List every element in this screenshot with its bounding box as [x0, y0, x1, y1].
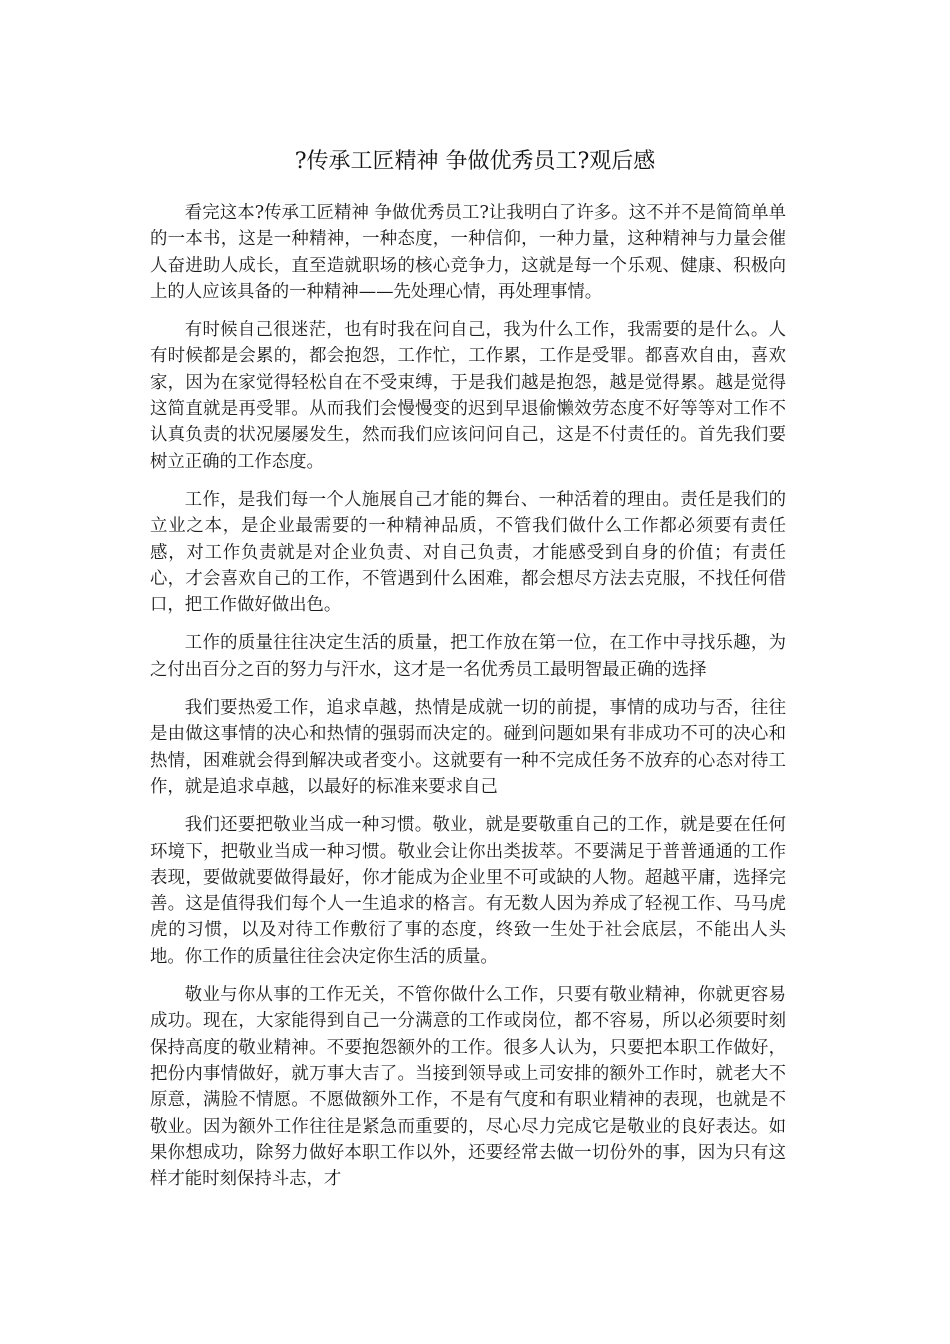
- paragraph: 工作的质量往往决定生活的质量，把工作放在第一位，在工作中寻找乐趣，为之付出百分之百的努力与汗水，这才是一名优秀员工最明智最正确的选择: [150, 633, 786, 680]
- paragraph: 工作，是我们每一个人施展自己才能的舞台、一种活着的理由。责任是我们的立业之本，是企业最需要的一种精神品质，不管我们做什么工作都必须要有责任感，对工作负责就是对企业负责、对自己负责，才能感受到自身的价值；有责任心，才会喜欢自己的工作，不管遇到什么困难，都会想尽方法去克服，不找任何借口，把工作做好做出色。: [150, 489, 786, 616]
- paragraph: 我们还要把敬业当成一种习惯。敬业，就是要敬重自己的工作，就是要在任何环境下，把敬业当成一种习惯。敬业会让你出类拔萃。不要满足于普普通通的工作表现，要做就要做得最好，你才能成为企业里不可或缺的人物。超越平庸，选择完善。这是值得我们每个人一生追求的格言。有无数人因为养成了轻视工作、马马虎虎的习惯，以及对待工作敷衍了事的态度，终致一生处于社会底层，不能出人头地。你工作的质量往往会决定你生活的质量。: [150, 815, 786, 967]
- paragraph: 我们要热爱工作，追求卓越，热情是成就一切的前提，事情的成功与否，往往是由做这事情的决心和热情的强弱而决定的。碰到问题如果有非成功不可的决心和热情，困难就会得到解决或者变小。这就要有一种不完成任务不放弃的心态对待工作，就是追求卓越，以最好的标准来要求自己: [150, 698, 786, 797]
- paragraph: 敬业与你从事的工作无关，不管你做什么工作，只要有敬业精神，你就更容易成功。现在，大家能得到自己一分满意的工作或岗位，都不容易，所以必须要时刻保持高度的敬业精神。不要抱怨额外的工作。很多人认为，只要把本职工作做好，把份内事情做好，就万事大吉了。当接到领导或上司安排的额外工作时，就老大不原意，满脸不情愿。不愿做额外工作，不是有气度和有职业精神的表现，也就是不敬业。因为额外工作往往是紧急而重要的，尽心尽力完成它是敬业的良好表达。如果你想成功，除努力做好本职工作以外，还要经常去做一切份外的事，因为只有这样才能时刻保持斗志，才: [150, 985, 786, 1190]
- document-body: [150, 200, 786, 1204]
- paragraph: 看完这本?传承工匠精神 争做优秀员工?让我明白了许多。这不并不是简简单单的一本书，这是一种精神，一种态度，一种信仰，一种力量，这种精神与力量会催人奋进助人成长，直至造就职场的核心竞争力，这就是每一个乐观、健康、积极向上的人应该具备的一种精神——先处理心情，再处理事情。: [150, 203, 786, 302]
- page-title: ?传承工匠精神 争做优秀员工?观后感: [294, 149, 656, 174]
- paragraph: 有时候自己很迷茫，也有时我在问自己，我为什么工作，我需要的是什么。人有时候都是会累的，都会抱怨，工作忙，工作累，工作是受罪。都喜欢自由，喜欢家，因为在家觉得轻松自在不受束缚，于是我们越是抱怨，越是觉得累。越是觉得这简直就是再受罪。从而我们会慢慢变的迟到早退偷懒效劳态度不好等等对工作不认真负责的状况屡屡发生，然而我们应该问问自己，这是不付责任的。首先我们要树立正确的工作态度。: [150, 320, 786, 472]
